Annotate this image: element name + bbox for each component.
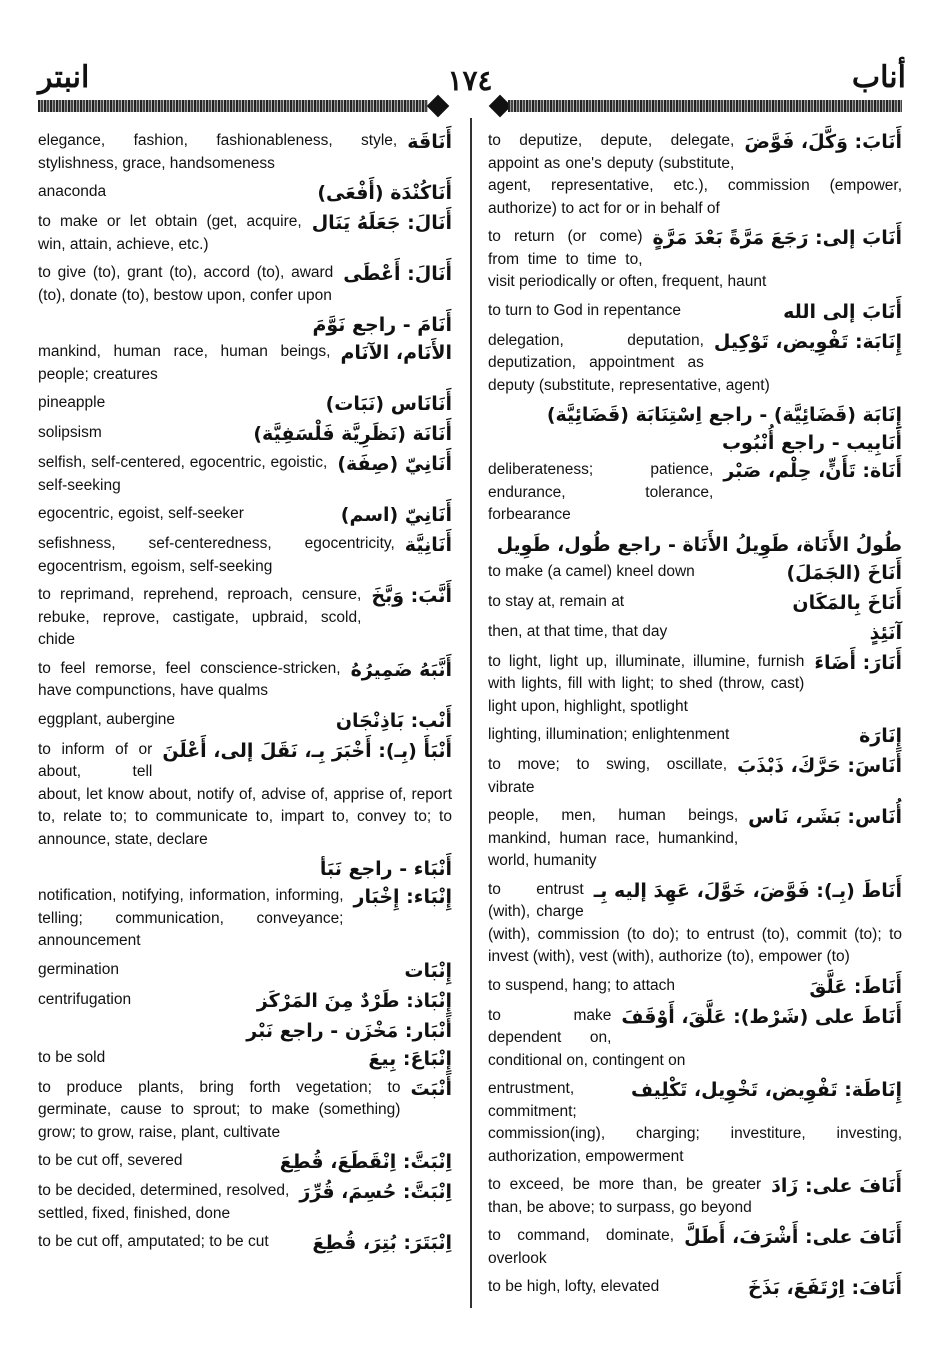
arabic-headword: أَنَاقَة: [407, 131, 452, 153]
english-definition: to make (a camel) kneel down: [488, 562, 695, 580]
arabic-headword: أَنَّبَهُ ضَمِيرُهُ: [350, 658, 452, 681]
dictionary-entry: [38, 857, 452, 881]
english-definition: elegance, fashion, fashionableness, style, stylishness, grace, handsomeness: [38, 132, 398, 172]
english-definition: to give (to), grant (to), accord (to), award (to), donate (to), bestow upon, confer upon: [38, 264, 334, 304]
arabic-headword: أُنَاس: بَشَر، نَاس: [748, 806, 902, 828]
dictionary-entry: [488, 431, 902, 455]
arabic-headword: طُولُ الأَنَاة، طَوِيلُ الأَنَاة - راجع طُول، طَوِيل: [496, 533, 902, 556]
arabic-headword: اِنْبَتَّ: حُسِمَ، قُرِّرَ: [299, 1181, 452, 1203]
arabic-headword: أَنَانَاس (نَبَات): [325, 393, 452, 415]
arabic-headword: أَنَّبَ: وَبَّخَ: [371, 585, 452, 607]
dictionary-entry: [38, 533, 452, 578]
arabic-headword: أَنَالَ: أَعْطَى: [343, 263, 452, 285]
english-definition: to reprimand, reprehend, reproach, censure, rebuke, reprove, castigate, upbraid, scold, chide: [38, 586, 362, 648]
dictionary-entry: [38, 709, 452, 733]
dictionary-entry: [488, 130, 902, 220]
english-definition: to deputize, depute, delegate, appoint as one's deputy (substitute, agent, representative, etc.), commission (empower, authorize) to act for or in behalf of: [488, 132, 902, 217]
english-definition: to move; to swing, oscillate, vibrate: [488, 756, 728, 796]
arabic-headword: أَنَانِيَّة: [404, 534, 452, 556]
arabic-headword: أَنْبَتَ: [410, 1077, 452, 1100]
english-definition: entrustment, commitment; commission(ing), charging; investiture, investing, authorization, empowerment: [488, 1080, 902, 1165]
english-definition: to entrust (with), charge (with), commission (to do); to entrust (to), commit (to); to invest (with), vest (with), authorize (to), empower (to): [488, 880, 902, 965]
dictionary-entry: [488, 975, 902, 999]
english-definition: to suspend, hang; to attach: [488, 976, 675, 994]
arabic-headword: اِنْبَتَرَ: بُتِرَ، قُطِعَ: [312, 1232, 452, 1254]
dictionary-entry: [488, 1005, 902, 1073]
dictionary-entry: [488, 805, 902, 873]
arabic-headword: أَنَارَ: أَضَاءَ: [814, 651, 902, 674]
dictionary-entry: [488, 754, 902, 799]
english-definition: deliberateness; patience, endurance, tolerance, forbearance: [488, 461, 714, 523]
english-definition: egocentric, egoist, self-seeker: [38, 505, 244, 522]
guide-word-left: انبتر: [38, 61, 90, 94]
english-definition: notification, notifying, information, informing, telling; communication, conveyance; announcement: [38, 887, 344, 949]
arabic-headword: إِنَاطَة: تَفْوِيض، تَخْوِيل، تَكْلِيف: [630, 1079, 902, 1101]
english-definition: to turn to God in repentance: [488, 301, 682, 319]
header-rule-left: [38, 100, 428, 112]
arabic-headword: أَنَاكُنْدَة (أَفْعَى): [317, 182, 452, 204]
dictionary-entry: [488, 621, 902, 645]
arabic-headword: أَنْبَار: مَخْزَن - راجع نَبْر: [246, 1019, 452, 1042]
arabic-headword: إِنْبَاء: إِخْبَار: [353, 886, 452, 908]
guide-word-right: أناب: [851, 61, 906, 94]
dictionary-entry: [488, 300, 902, 324]
arabic-headword: أَنَاطَ على (شَرْط): عَلَّقَ، أَوْقَفَ: [621, 1005, 902, 1028]
arabic-headword: إِنَارَة: [859, 725, 902, 747]
english-definition: to feel remorse, feel conscience-stricken, have compunctions, have qualms: [38, 659, 341, 699]
arabic-headword: أَنَالَ: جَعَلَهُ يَنَال: [311, 212, 452, 234]
dictionary-entry: [38, 1231, 452, 1255]
arabic-headword: أَنَاة: تَأَنٍّ، حِلْم، صَبْر: [723, 460, 902, 482]
page-header: [0, 0, 940, 100]
english-definition: to be decided, determined, resolved, settled, fixed, finished, done: [38, 1182, 290, 1222]
dictionary-entry: [38, 130, 452, 175]
column-divider: [470, 118, 472, 1308]
english-definition: to make or let obtain (get, acquire, win, attain, achieve, etc.): [38, 213, 302, 253]
arabic-headword: أَنَاخَ (الجَمَلَ): [786, 561, 902, 584]
arabic-headword: إِنْبَاعَ: بِيعَ: [368, 1047, 452, 1070]
dictionary-entry: [488, 1225, 902, 1270]
english-definition: lighting, illumination; enlightenment: [488, 726, 730, 743]
english-definition: to be high, lofty, elevated: [488, 1278, 660, 1295]
rule-ornament-left: [427, 95, 450, 118]
arabic-headword: إِنَابَة: تَفْوِيض، تَوْكِيل: [713, 330, 902, 353]
arabic-headword: أَنَاخَ بِالمَكَان: [792, 591, 902, 614]
dictionary-entry: [488, 226, 902, 294]
dictionary-entry: [38, 739, 452, 852]
english-definition: mankind, human race, human beings, people; creatures: [38, 343, 331, 383]
page-number: ١٧٤: [447, 66, 493, 97]
english-definition: eggplant, aubergine: [38, 710, 176, 728]
english-definition: to return (or come) from time to time to, visit periodically or often, frequent, haunt: [488, 228, 767, 290]
english-definition: sefishness, sef-centeredness, egocentricity, egocentrism, egoism, self-seeking: [38, 535, 395, 575]
arabic-headword: أَنَامَ - راجع نَوَّمَ: [312, 314, 452, 336]
english-definition: to command, dominate, overlook: [488, 1227, 675, 1267]
arabic-headword: إِنْبَاذ: طَرْدٌ مِنَ المَرْكَز: [256, 989, 452, 1012]
english-definition: to be sold: [38, 1048, 106, 1066]
arabic-headword: أَنَانِيّ (صِفَة): [337, 453, 452, 475]
english-definition: to stay at, remain at: [488, 592, 625, 610]
english-definition: then, at that time, that day: [488, 622, 668, 640]
dictionary-entry: [38, 959, 452, 983]
arabic-headword: أَنَاسَ: حَرَّكَ، ذَبْذَبَ: [737, 755, 902, 777]
dictionary-entry: [38, 211, 452, 256]
english-definition: delegation, deputation, deputization, appointment as deputy (substitute, representative, agent): [488, 331, 770, 394]
arabic-headword: أَنَانَة (نَظَرِيَّة فَلْسَفِيَّة): [253, 423, 452, 445]
dictionary-entry: [38, 452, 452, 497]
arabic-headword: أَنَانِيّ (اسم): [340, 504, 452, 526]
dictionary-entry: [38, 885, 452, 953]
arabic-headword: أَنَافَ على: زَادَ: [771, 1175, 902, 1197]
dictionary-entry: [488, 724, 902, 748]
english-definition: to exceed, be more than, be greater than, be above; to surpass, go beyond: [488, 1176, 762, 1216]
english-definition: anaconda: [38, 183, 107, 200]
arabic-headword: أَنْب: بَاذِنْجَان: [335, 709, 452, 732]
left-column: [38, 130, 452, 1261]
dictionary-entry: [38, 1077, 452, 1145]
dictionary-entry: [488, 1174, 902, 1219]
dictionary-entry: [488, 459, 902, 527]
arabic-headword: أَنَابِيب - راجع أُنْبُوب: [721, 432, 902, 454]
arabic-headword: أَنْبَأَ (بِـ): أَخْبَرَ بِـ، نَقَلَ إلى، أَعْلَنَ: [162, 739, 452, 762]
arabic-headword: الأَنَام، الآنَام: [340, 342, 452, 364]
english-definition: to produce plants, bring forth vegetation; to germinate, cause to sprout; to make (something) grow; to grow, raise, plant, cultivate: [38, 1078, 401, 1141]
dictionary-entry: [488, 403, 902, 427]
dictionary-entry: [488, 330, 902, 398]
arabic-headword: إِنْبَات: [404, 959, 452, 982]
english-definition: solipsism: [38, 424, 102, 441]
english-definition: to inform of or about, tell about, let know about, notify of, advise of, apprise of, report to, relate to; to communicate to, impart to, convey to; to announce, state, declare: [38, 740, 452, 848]
english-definition: pineapple: [38, 394, 106, 411]
dictionary-entry: [38, 181, 452, 205]
arabic-headword: أَنَافَ على: أَشْرَفَ، أَطَلَّ: [684, 1226, 902, 1248]
dictionary-entry: [38, 584, 452, 652]
right-column: [488, 130, 902, 1306]
arabic-headword: أَنْبَاء - راجع نَبَأ: [319, 858, 452, 880]
english-definition: people, men, human beings, mankind, human race, humankind, world, humanity: [488, 807, 739, 869]
english-definition: to be cut off, severed: [38, 1152, 183, 1169]
dictionary-entry: [38, 392, 452, 416]
dictionary-entry: [488, 533, 902, 557]
arabic-headword: آنَئِذٍ: [869, 621, 902, 644]
arabic-headword: أَنَابَ إلى الله: [783, 300, 902, 323]
arabic-headword: أَنَاطَ (بِـ): فَوَّضَ، خَوَّلَ، عَهِدَ إليه بِـ: [593, 879, 902, 902]
arabic-headword: أَنَابَ إلى: رَجَعَ مَرَّةً بَعْدَ مَرَّةٍ: [652, 227, 902, 249]
arabic-headword: اِنْبَتَّ: اِنْقَطَعَ، قُطِعَ: [279, 1151, 452, 1173]
arabic-headword: أَنَاطَ: عَلَّقَ: [809, 975, 902, 998]
dictionary-entry: [38, 262, 452, 307]
dictionary-entry: [488, 651, 902, 719]
header-rule-right: [508, 100, 902, 112]
english-definition: to light, light up, illuminate, illumine, furnish with lights, fill with light; to shed (throw, cast) light upon, highlight, spotlight: [488, 652, 805, 715]
english-definition: to make dependent on, conditional on, contingent on: [488, 1006, 686, 1069]
dictionary-entry: [38, 989, 452, 1013]
arabic-headword: أَنَابَ: وَكَّلَ، فَوَّضَ: [744, 131, 902, 153]
dictionary-entry: [38, 422, 452, 446]
dictionary-entry: [488, 1078, 902, 1168]
english-definition: germination: [38, 960, 119, 978]
dictionary-entry: [488, 591, 902, 615]
english-definition: to be cut off, amputated; to be cut: [38, 1233, 269, 1250]
arabic-headword: إِنَابَة (قَضَائِيَّة) - راجع اِسْتِنَابَة (قَضَائِيَّة): [546, 404, 902, 426]
dictionary-entry: [38, 1019, 452, 1043]
dictionary-entry: [38, 341, 452, 386]
dictionary-entry: [38, 313, 452, 337]
dictionary-entry: [488, 561, 902, 585]
dictionary-entry: [38, 1047, 452, 1071]
english-definition: selfish, self-centered, egocentric, egoistic, self-seeking: [38, 454, 328, 494]
dictionary-entry: [488, 879, 902, 969]
dictionary-entry: [38, 658, 452, 703]
arabic-headword: أَنَافَ: اِرْتَفَعَ، بَذَخَ: [748, 1277, 902, 1299]
dictionary-entry: [488, 1276, 902, 1300]
dictionary-entry: [38, 1150, 452, 1174]
dictionary-entry: [38, 503, 452, 527]
dictionary-entry: [38, 1180, 452, 1225]
english-definition: centrifugation: [38, 990, 132, 1008]
